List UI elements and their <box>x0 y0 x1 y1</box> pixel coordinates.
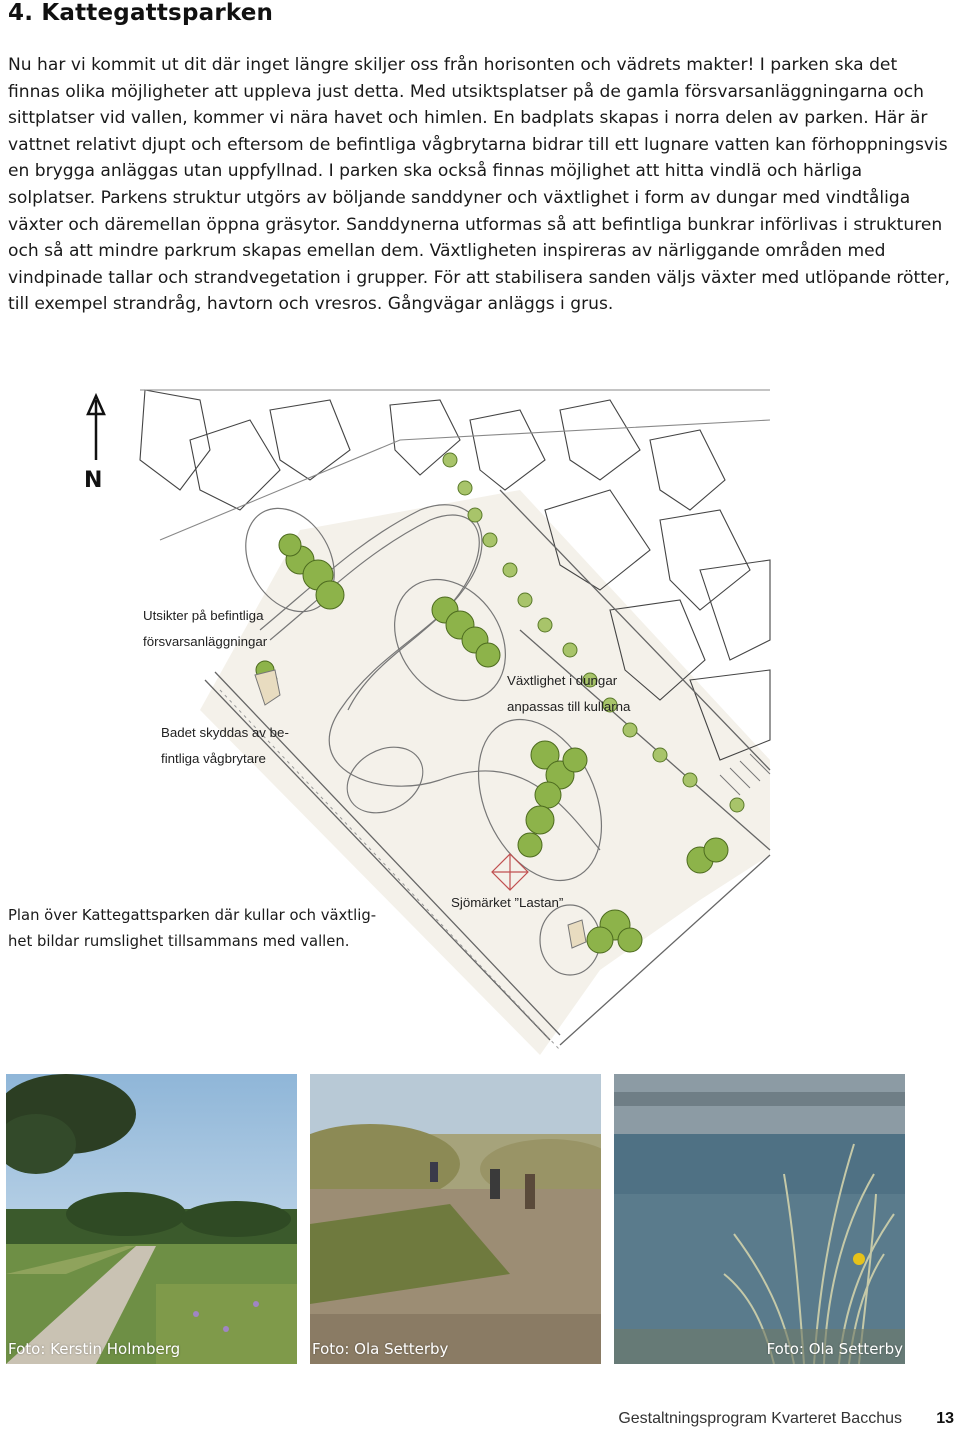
plan-caption <box>8 903 403 955</box>
page-number: 13 <box>936 1410 954 1427</box>
photo-credit-2: Foto: Ola Setterby <box>312 1340 449 1358</box>
label-utsikter-line1: Utsikter på befintliga <box>143 608 264 623</box>
label-vaxtlighet-line1: Växtlighet i dungar <box>507 673 618 688</box>
label-badet-line2: fintliga vågbrytare <box>161 751 266 766</box>
footer-document-title: Gestaltningsprogram Kvarteret Bacchus <box>618 1410 902 1427</box>
north-arrow-icon <box>88 396 104 460</box>
label-sjomarket: Sjömärket ”Lastan” <box>451 895 564 910</box>
photo-beach-walkers <box>310 1074 601 1364</box>
site-plan-drawing <box>0 380 960 1060</box>
plan-caption-line2: het bildar rumslighet tillsammans med vallen. <box>8 933 350 950</box>
plan-caption-line1: Plan över Kattegattsparken där kullar och växtlig- <box>8 907 377 924</box>
page-heading: 4. Kattegattsparken <box>8 0 274 26</box>
label-badet-line1: Badet skyddas av be- <box>161 725 289 740</box>
label-vaxtlighet-line2: anpassas till kullarna <box>507 699 631 714</box>
intro-paragraph: Nu har vi kommit ut dit där inget längre skiljer oss från horisonten och vädrets makter! I parken ska det finnas olika möjligheter att uppleva just detta. Med utsiktsplatser på de gamla försvarsanläggningarna och sittplatser vid vallen, kommer vi nära havet och himlen. En badplats skapas i norra delen av parken. Här är vattnet relativt djupt och eftersom de befintliga vågbrytarna bidrar till ett lugnare vatten kan förhoppningsvis en brygga anläggas utan uppfyllnad. I parken ska också finnas möjlighet att hitta vindlä och härliga solplatser. Parkens struktur utgörs av böljande sanddyner och växtlighet i form av dungar med vindtåliga växter och däremellan öppna gräsytor. Sanddynerna utformas så att befintliga bunkrar införlivas i strukturen och så att mindre parkrum skapas emellan dem. Växtligheten inspireras av närliggande områden med vindpinade tallar och strandvegetation i grupper. För att stabilisera sanden väljs växter med utlöpande rötter, till exempel strandråg, havtorn och vresros. Gångvägar anläggs i grus. <box>8 55 950 315</box>
north-label: N <box>84 468 103 493</box>
photo-credit-1: Foto: Kerstin Holmberg <box>8 1340 181 1358</box>
label-utsikter-line2: försvarsanläggningar <box>143 634 268 649</box>
photo-dune-grass <box>614 1074 905 1364</box>
photo-gravel-path <box>6 1074 297 1364</box>
photo-credit-3: Foto: Ola Setterby <box>766 1340 903 1358</box>
